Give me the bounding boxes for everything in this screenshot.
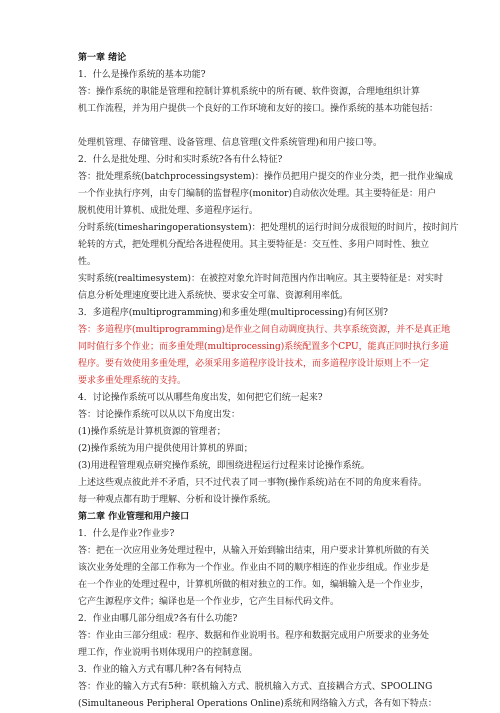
ch2-answer-2-line-1: 答：作业由三部分组成：程序、数据和作业说明书。程序和数据完成用户所要求的业务处	[78, 631, 430, 641]
question-4: 4．讨论操作系统可以从哪些角度出发，如何把它们统一起来?	[78, 393, 323, 403]
answer-2-line-5: 轮转的方式，把处理机分配给各进程使用。其主要特征是：交互性、多用户同时性、独立	[78, 240, 430, 250]
question-3: 3．多道程序(multiprogramming)和多重处理(multiprocessing)有何区别?	[78, 308, 388, 318]
answer-1-line-1: 答：操作系统的职能是管理和控制计算机系统中的所有硬、软件资源，合理地组织计算	[78, 87, 421, 97]
ch2-answer-1-line-4: 它产生源程序文件；编译也是一个作业步，它产生目标代码文件。	[78, 597, 340, 607]
ch2-question-3: 3．作业的输入方式有哪几种?各有何特点	[78, 665, 242, 675]
blank-line	[78, 118, 450, 135]
ch2-answer-3-line-1: 答：作业的输入方式有5种：联机输入方式、脱机输入方式、直接耦合方式、SPOOLING	[78, 682, 433, 692]
ch2-question-1: 1．什么是作业?作业步?	[78, 529, 175, 539]
answer-2-line-1: 答：批处理系统(batchprocessingsystem)：操作员把用户提交的作业分类，把一批作业编成	[78, 172, 453, 182]
answer-3-line-4: 要求多重处理系统的支持。	[78, 376, 187, 386]
answer-2-line-7: 实时系统(realtimesystem)：在被控对象允许时间范围内作出响应。其主要特征是：对实时	[78, 274, 444, 284]
chapter-1-heading: 第一章 绪论	[78, 53, 127, 63]
ch2-answer-1-line-1: 答：把在一次应用业务处理过程中，从输入开始到输出结束，用户要求计算机所做的有关	[78, 546, 430, 556]
answer-1-line-2: 机工作流程，并为用户提供一个良好的工作环境和友好的接口。操作系统的基本功能包括：	[78, 104, 439, 114]
answer-3-line-1: 答：多道程序(multiprogramming)是作业之间自动调度执行、共享系统资源，并不是真正地	[78, 325, 451, 335]
answer-4-line-5: 上述这些观点彼此并不矛盾，只不过代表了同一事物(操作系统)站在不同的角度来看待。	[78, 478, 428, 488]
answer-2-line-2: 一个作业执行序列，由专门编制的监督程序(monitor)自动依次处理。其主要特征是：用户	[78, 189, 436, 199]
answer-4-line-1: 答：讨论操作系统可以从以下角度出发：	[78, 410, 241, 420]
chapter-2-heading: 第二章 作业管理和用户接口	[78, 512, 190, 522]
answer-2-line-3: 脱机使用计算机、成批处理、多道程序运行。	[78, 206, 259, 216]
ch2-answer-2-line-2: 理工作，作业说明书则体现用户的控制意图。	[78, 648, 259, 658]
answer-4-line-4: (3)用进程管理观点研究操作系统，即围绕进程运行过程来讨论操作系统。	[78, 461, 370, 471]
ch2-question-2: 2．作业由哪几部分组成?各有什么功能?	[78, 614, 238, 624]
answer-3-line-3: 程序。要有效使用多重处理，必须采用多道程序设计技术，而多道程序设计原则上不一定	[78, 359, 430, 369]
ch2-answer-3-line-2: (Simultaneous Peripheral Operations Online)系统和网络输入方式，各有如下特点：	[78, 699, 437, 709]
question-2: 2．什么是批处理、分时和实时系统?各有什么特征?	[78, 155, 283, 165]
ch2-answer-1-line-3: 在一个作业的处理过程中，计算机所做的相对独立的工作。如，编辑输入是一个作业步，	[78, 580, 430, 590]
ch2-answer-1-line-2: 该次业务处理的全部工作称为一个作业。作业由不同的顺序相连的作业步组成。作业步是	[78, 563, 430, 573]
answer-1-line-3: 处理机管理、存储管理、设备管理、信息管理(文件系统管理)和用户接口等。	[78, 138, 383, 148]
answer-2-line-6: 性。	[78, 257, 97, 267]
answer-4-line-6: 每一种观点都有助于理解、分析和设计操作系统。	[78, 495, 277, 505]
answer-2-line-8: 信息分析处理速度要比进入系统快、要求安全可靠、资源利用率低。	[78, 291, 349, 301]
answer-3-line-2: 同时值行多个作业；而多重处理(multiprocessing)系统配置多个CPU，能真正同时执行多道	[78, 342, 449, 352]
answer-4-line-2: (1)操作系统是计算机资源的管理者；	[78, 427, 226, 437]
question-1: 1．什么是操作系统的基本功能?	[78, 70, 206, 80]
answer-2-line-4: 分时系统(timesharingoperationsystem)：把处理机的运行时间分成很短的时间片，按时间片	[78, 223, 459, 233]
answer-4-line-3: (2)操作系统为用户提供使用计算机的界面；	[78, 444, 253, 454]
